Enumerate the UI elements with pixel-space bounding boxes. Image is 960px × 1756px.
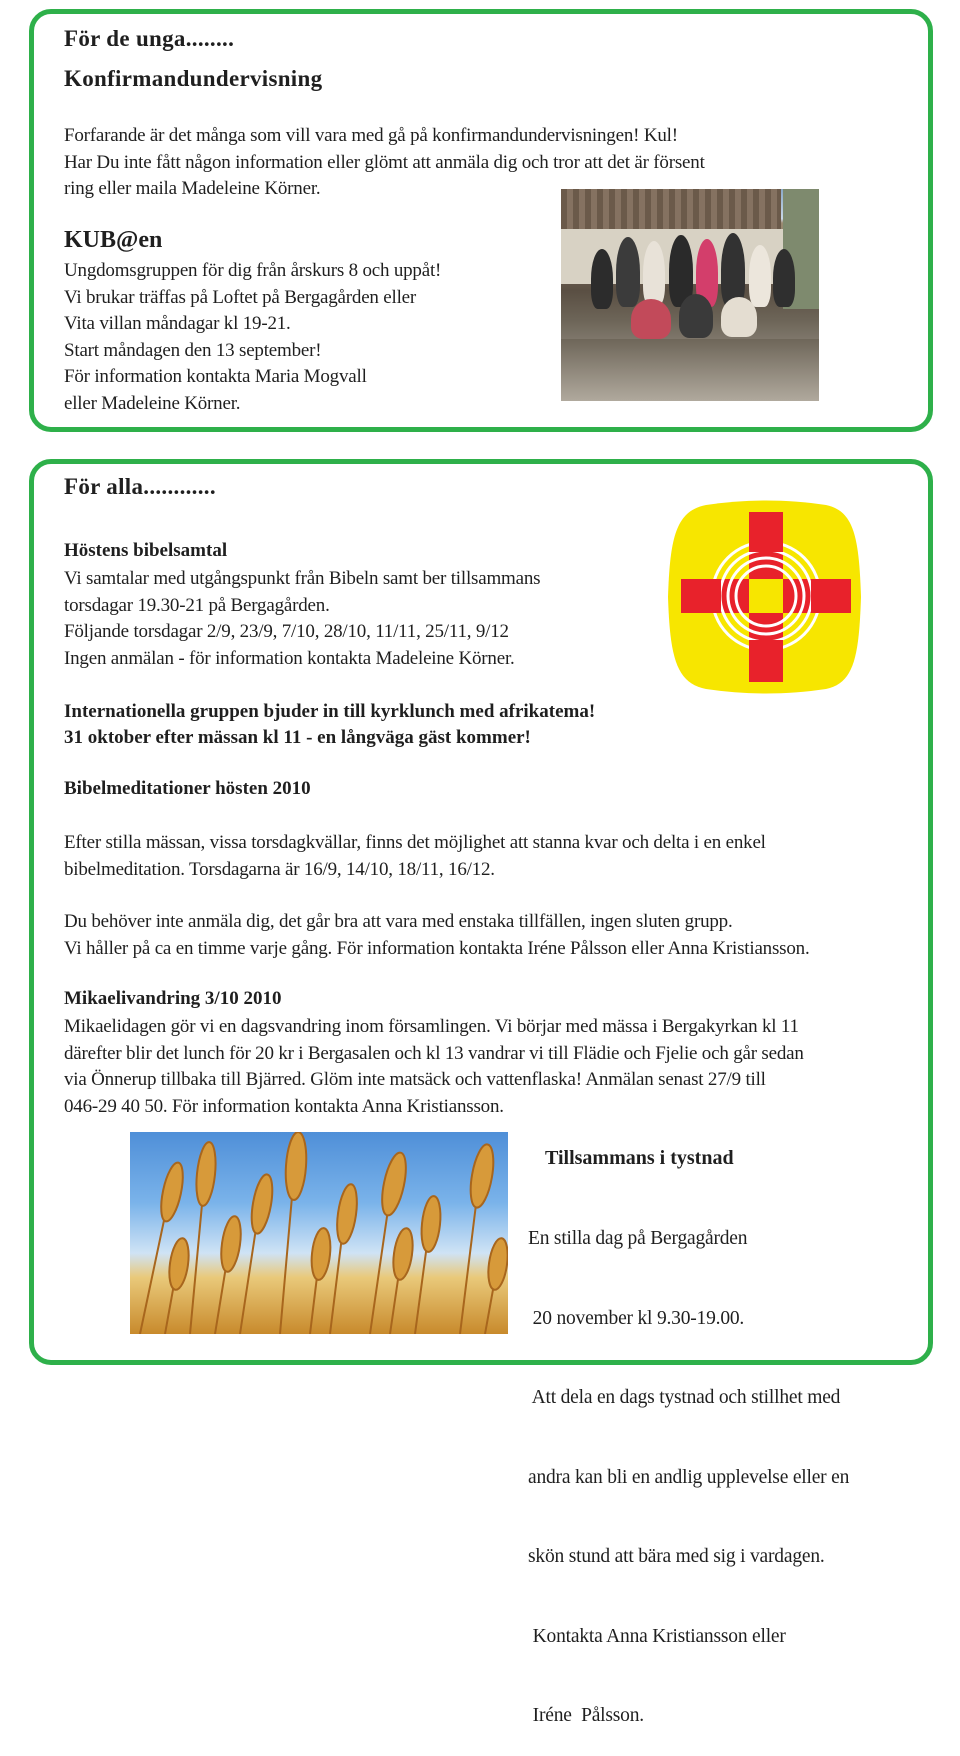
text-line: Start måndagen den 13 september! bbox=[64, 339, 322, 361]
text-line: torsdagar 19.30-21 på Bergagården. bbox=[64, 594, 330, 616]
text-line: Kontakta Anna Kristiansson eller bbox=[528, 1625, 786, 1647]
meditation-title: Bibelmeditationer hösten 2010 bbox=[64, 778, 311, 799]
text-line: 046-29 40 50. För information kontakta Anna Kristiansson. bbox=[64, 1095, 504, 1117]
text-line: Mikaelidagen gör vi en dagsvandring inom församlingen. Vi börjar med mässa i Bergakyrkan kl 11 bbox=[64, 1016, 799, 1037]
meditation-para-2 bbox=[64, 909, 810, 962]
text-line: Efter stilla mässan, vissa torsdagkvällar, finns det möjlighet att stanna kvar och delta i en enkel bbox=[64, 832, 766, 853]
text-line: För information kontakta Maria Mogvall bbox=[64, 366, 367, 387]
text-line: Internationella gruppen bjuder in till kyrklunch med afrikatema! bbox=[64, 701, 596, 722]
text-line: andra kan bli en andlig upplevelse eller en bbox=[528, 1466, 850, 1488]
text-line: Följande torsdagar 2/9, 23/9, 7/10, 28/10, 11/11, 25/11, 9/12 bbox=[64, 621, 509, 642]
international-notice bbox=[64, 699, 595, 751]
text-line: bibelmeditation. Torsdagarna är 16/9, 14/10, 18/11, 16/12. bbox=[64, 858, 495, 880]
text-line: En stilla dag på Bergagården bbox=[528, 1228, 748, 1249]
kuben-text bbox=[64, 258, 441, 417]
bible-talk-text bbox=[64, 566, 540, 672]
text-line: Forfarande är det många som vill vara med gå på konfirmandundervisningen! Kul! bbox=[64, 125, 678, 146]
youth-section-heading: För de unga........ bbox=[64, 26, 235, 51]
mikael-title: Mikaelivandring 3/10 2010 bbox=[64, 988, 282, 1009]
all-section-heading: För alla............ bbox=[64, 474, 216, 499]
text-line: eller Madeleine Körner. bbox=[64, 392, 241, 414]
text-line: ring eller maila Madeleine Körner. bbox=[64, 178, 321, 199]
meditation-para-1 bbox=[64, 830, 766, 883]
youth-group-photo bbox=[561, 189, 819, 401]
text-line: därefter blir det lunch för 20 kr i Bergasalen och kl 13 vandrar vi till Flädie och Fjelie och går sedan bbox=[64, 1042, 804, 1064]
mikael-text bbox=[64, 1014, 804, 1120]
text-line: skön stund att bära med sig i vardagen. bbox=[528, 1546, 825, 1567]
wheat-field-photo bbox=[130, 1132, 508, 1334]
confirmation-title: Konfirmandundervisning bbox=[64, 66, 323, 91]
text-line: Vi samtalar med utgångspunkt från Bibeln samt ber tillsammans bbox=[64, 568, 541, 589]
silence-text bbox=[528, 1173, 849, 1756]
text-line: Vi brukar träffas på Loftet på Bergagården eller bbox=[64, 286, 417, 308]
kuben-title: KUB@en bbox=[64, 227, 163, 253]
silence-title: Tillsammans i tystnad bbox=[545, 1147, 734, 1169]
text-line: Du behöver inte anmäla dig, det går bra att vara med enstaka tillfällen, ingen sluten grupp. bbox=[64, 911, 733, 932]
text-line: Ingen anmälan - för information kontakta Madeleine Körner. bbox=[64, 647, 515, 669]
text-line: Ungdomsgruppen för dig från årskurs 8 och uppåt! bbox=[64, 260, 442, 281]
text-line: Har Du inte fått någon information eller glömt att anmäla dig och tror att det är försent bbox=[64, 151, 705, 173]
text-line: Att dela en dags tystnad och stillhet med bbox=[528, 1387, 841, 1408]
text-line: Vita villan måndagar kl 19-21. bbox=[64, 313, 291, 334]
text-line: 31 oktober efter mässan kl 11 - en långväga gäst kommer! bbox=[64, 727, 531, 748]
text-line: Iréne Pålsson. bbox=[528, 1705, 644, 1726]
church-of-sweden-logo bbox=[666, 497, 863, 697]
text-line: via Önnerup tillbaka till Bjärred. Glöm inte matsäck och vattenflaska! Anmälan senast 27/9 till bbox=[64, 1069, 766, 1090]
bible-talk-title: Höstens bibelsamtal bbox=[64, 540, 228, 561]
text-line: 20 november kl 9.30-19.00. bbox=[528, 1307, 745, 1329]
text-line: Vi håller på ca en timme varje gång. För information kontakta Iréne Pålsson eller Anna Kristiansson. bbox=[64, 937, 810, 959]
